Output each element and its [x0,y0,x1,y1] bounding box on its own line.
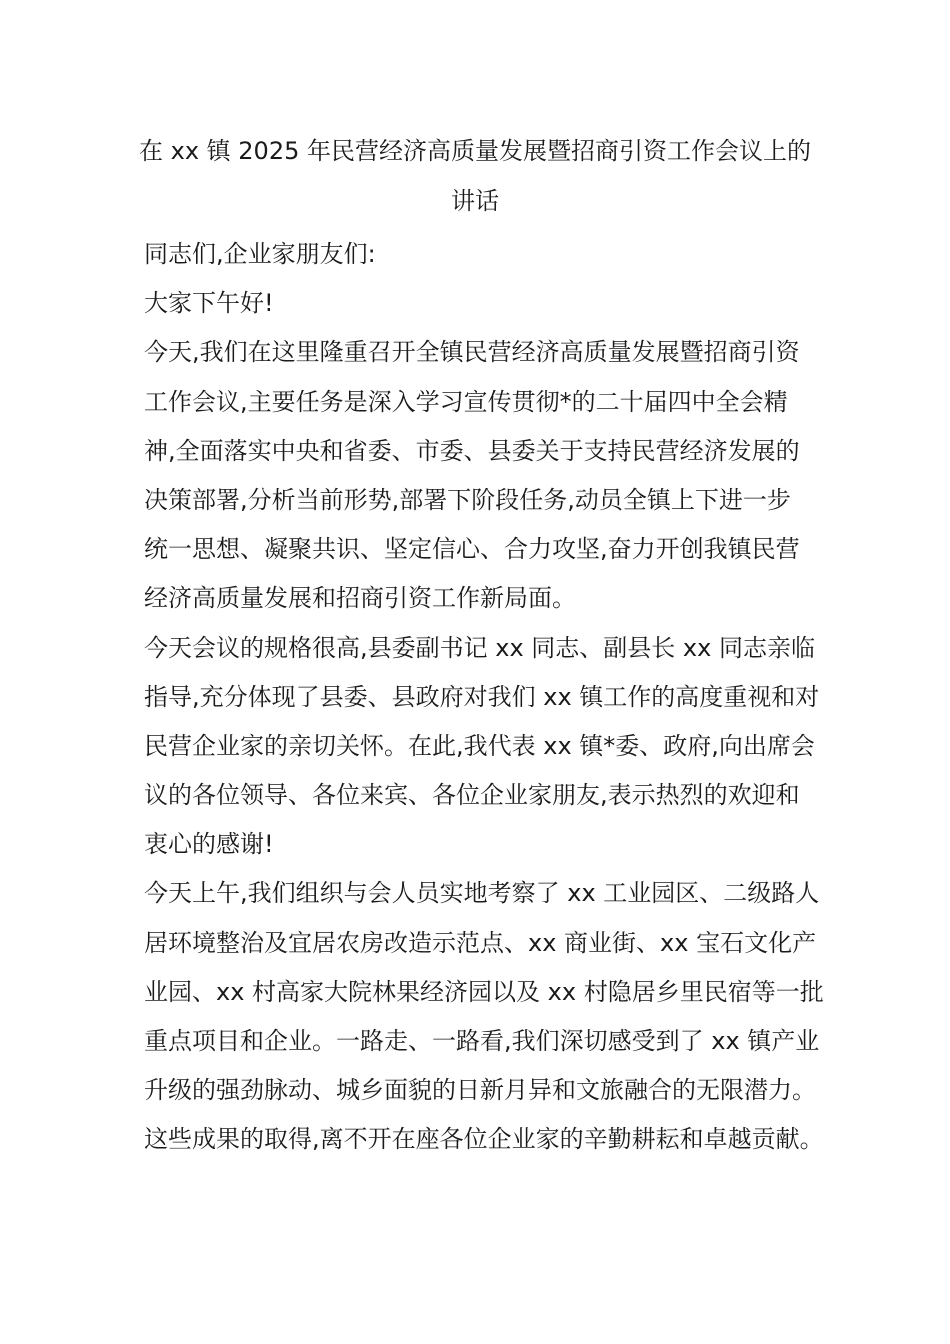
body-line: 今天,我们在这里隆重召开全镇民营经济高质量发展暨招商引资 [144,338,800,367]
body-line: 工作会议,主要任务是深入学习宣传贯彻*的二十届四中全会精 [144,387,788,416]
body-line: 居环境整治及宜居农房改造示范点、xx 商业街、xx 宝石文化产 [144,928,817,957]
body-line: 升级的强劲脉动、城乡面貌的日新月异和文旅融合的无限潜力。 [144,1076,816,1105]
body-line: 业园、xx 村高家大院林果经济园以及 xx 村隐居乡里民宿等一批 [144,977,824,1006]
document-title [120,126,830,226]
body-line: 议的各位领导、各位来宾、各位企业家朋友,表示热烈的欢迎和 [144,781,800,810]
body-line: 同志们,企业家朋友们: [144,240,376,268]
body-line: 统一思想、凝聚共识、坚定信心、合力攻坚,奋力开创我镇民营 [144,535,800,564]
body-line: 今天上午,我们组织与会人员实地考察了 xx 工业园区、二级路人 [144,879,820,908]
title-line: 在 xx 镇 2025 年民营经济高质量发展暨招商引资工作会议上的 [139,137,811,165]
body-line: 指导,充分体现了县委、县政府对我们 xx 镇工作的高度重视和对 [144,682,820,711]
body-line: 决策部署,分析当前形势,部署下阶段任务,动员全镇上下进一步 [144,485,791,514]
body-line: 衷心的感谢! [144,830,274,859]
body-line: 这些成果的取得,离不开在座各位企业家的辛勤耕耘和卓越贡献。 [144,1125,824,1154]
body-line: 大家下午好! [144,289,274,318]
body-line: 神,全面落实中央和省委、市委、县委关于支持民营经济发展的 [144,436,800,465]
body-line: 民营企业家的亲切关怀。在此,我代表 xx 镇*委、政府,向出席会 [144,731,815,760]
body-line: 重点项目和企业。一路走、一路看,我们深切感受到了 xx 镇产业 [144,1027,820,1055]
document-body [144,230,824,1165]
body-line: 经济高质量发展和招商引资工作新局面。 [144,584,576,613]
title-line: 讲话 [451,187,499,215]
body-line: 今天会议的规格很高,县委副书记 xx 同志、副县长 xx 同志亲临 [144,633,815,662]
